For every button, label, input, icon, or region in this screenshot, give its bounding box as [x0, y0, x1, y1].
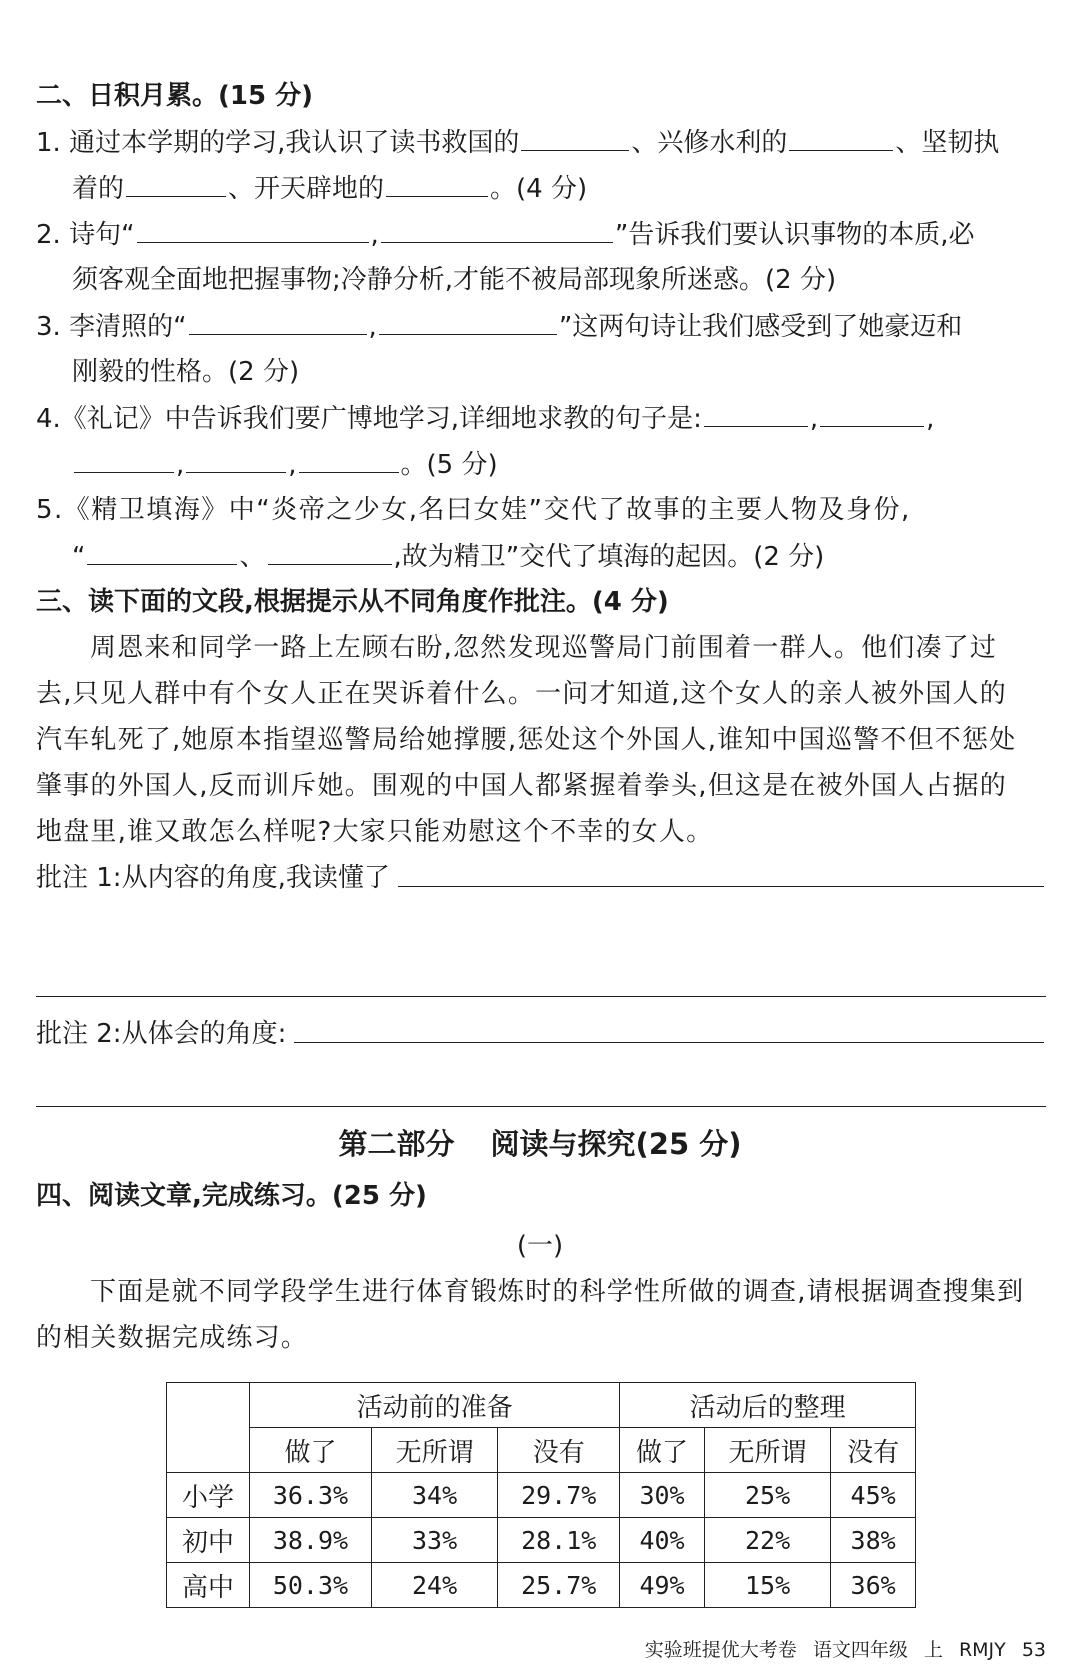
passage-line: 汽车轧死了,她原本指望巡警局给她撑腰,惩处这个外国人,谁知中国巡警不但不惩处 [36, 725, 1017, 755]
question-2-line1: 2. 诗句“ , ”告诉我们要认识事物的本质,必 [36, 214, 1046, 255]
group-header-after: 活动后的整理 [620, 1383, 916, 1428]
table-subheader-row [167, 1428, 916, 1473]
section2-heading: 二、日积月累。(15 分) [36, 81, 313, 111]
question-4-line2: , , 。(5 分) [72, 444, 1046, 485]
answer-blank[interactable] [137, 214, 369, 243]
table-cell: 22% [704, 1518, 830, 1563]
footer-term: 上 [923, 1639, 943, 1661]
page-footer [635, 1637, 1046, 1663]
table-cell: 24% [371, 1563, 497, 1608]
table-row [167, 1563, 916, 1608]
page-number: 53 [1021, 1639, 1046, 1661]
table-cell: 38% [831, 1518, 916, 1563]
answer-blank[interactable] [381, 214, 613, 243]
table-cell: 36.3% [250, 1473, 372, 1518]
question-1-line1: 1. 通过本学期的学习,我认识了读书救国的 、兴修水利的 、坚韧执 [36, 122, 1046, 163]
footer-book-title: 实验班提优大考卷 [644, 1639, 797, 1661]
annotation-2 [36, 1014, 1046, 1054]
answer-blank[interactable] [87, 536, 237, 565]
table-cell: 25% [704, 1473, 830, 1518]
passage-line: 周恩来和同学一路上左顾右盼,忽然发现巡警局门前围着一群人。他们凑了过 [90, 633, 998, 663]
table-row [167, 1518, 916, 1563]
annotation-1-extra-line[interactable] [36, 996, 1046, 997]
table-cell: 29.7% [498, 1473, 620, 1518]
question-2-line2: 须客观全面地把握事物;冷静分析,才能不被局部现象所迷惑。(2 分) [72, 265, 837, 295]
answer-blank[interactable] [704, 398, 808, 427]
table-cell: 30% [620, 1473, 705, 1518]
table-cell: 34% [371, 1473, 497, 1518]
answer-blank[interactable] [74, 444, 174, 473]
column-header: 做了 [250, 1428, 372, 1473]
table-cell: 33% [371, 1518, 497, 1563]
answer-blank[interactable] [186, 444, 286, 473]
passage-line: 肇事的外国人,反而训斥她。围观的中国人都紧握着拳头,但这是在被外国人占据的 [36, 771, 1007, 801]
column-header: 无所谓 [371, 1428, 497, 1473]
answer-blank[interactable] [268, 536, 392, 565]
passage-line: 地盘里,谁又敢怎么样呢?大家只能劝慰这个不幸的女人。 [36, 817, 714, 847]
question-5-line1: 5.《精卫填海》中“炎帝之少女,名曰女娃”交代了故事的主要人物及身份, [36, 495, 911, 525]
table-cell: 50.3% [250, 1563, 372, 1608]
table-row [167, 1473, 916, 1518]
annotation-2-input[interactable] [294, 1014, 1044, 1043]
answer-blank[interactable] [789, 122, 893, 151]
column-header: 没有 [831, 1428, 916, 1473]
section4-intro: 的相关数据完成练习。 [36, 1323, 309, 1353]
question-3-line2: 刚毅的性格。(2 分) [72, 357, 300, 387]
survey-table [166, 1382, 916, 1608]
table-cell: 38.9% [250, 1518, 372, 1563]
table-cell: 15% [704, 1563, 830, 1608]
column-header: 没有 [498, 1428, 620, 1473]
row-label: 初中 [167, 1518, 250, 1563]
group-header-before: 活动前的准备 [250, 1383, 620, 1428]
table-cell: 49% [620, 1563, 705, 1608]
answer-blank[interactable] [521, 122, 629, 151]
question-5-line2: “ 、 ,故为精卫”交代了填海的起因。(2 分) [72, 536, 1046, 577]
part2-title: 第二部分 阅读与探究(25 分) [338, 1127, 742, 1161]
table-header-row [167, 1383, 916, 1428]
column-header: 无所谓 [704, 1428, 830, 1473]
answer-blank[interactable] [299, 444, 399, 473]
subsection-marker: (一) [516, 1231, 564, 1261]
question-4-line1: 4.《礼记》中告诉我们要广博地学习,详细地求教的句子是: , , [36, 398, 1046, 439]
section4-intro: 下面是就不同学段学生进行体育锻炼时的科学性所做的调查,请根据调查搜集到 [90, 1277, 1025, 1307]
answer-blank[interactable] [189, 306, 367, 335]
answer-blank[interactable] [126, 168, 226, 197]
table-cell: 28.1% [498, 1518, 620, 1563]
footer-subject: 语文四年级 [812, 1639, 908, 1661]
table-cell: 25.7% [498, 1563, 620, 1608]
question-3-line1: 3. 李清照的“ , ”这两句诗让我们感受到了她豪迈和 [36, 306, 1046, 347]
footer-edition: RMJY [958, 1639, 1006, 1661]
table-cell: 40% [620, 1518, 705, 1563]
table-cell: 45% [831, 1473, 916, 1518]
table-cell: 36% [831, 1563, 916, 1608]
annotation-2-label: 批注 2:从体会的角度: [36, 1019, 287, 1049]
annotation-2-extra-line[interactable] [36, 1106, 1046, 1107]
annotation-1-input[interactable] [398, 858, 1044, 887]
row-label: 高中 [167, 1563, 250, 1608]
table-corner-cell [167, 1383, 250, 1473]
section4-heading: 四、阅读文章,完成练习。(25 分) [36, 1181, 427, 1211]
answer-blank[interactable] [379, 306, 557, 335]
passage-line: 去,只见人群中有个女人正在哭诉着什么。一问才知道,这个女人的亲人被外国人的 [36, 679, 1007, 709]
question-1-line2: 着的 、开天辟地的 。(4 分) [72, 168, 1046, 209]
column-header: 做了 [620, 1428, 705, 1473]
answer-blank[interactable] [386, 168, 488, 197]
annotation-1 [36, 858, 1046, 898]
annotation-1-label: 批注 1:从内容的角度,我读懂了 [36, 863, 390, 893]
row-label: 小学 [167, 1473, 250, 1518]
answer-blank[interactable] [820, 398, 924, 427]
section3-heading: 三、读下面的文段,根据提示从不同角度作批注。(4 分) [36, 587, 669, 617]
